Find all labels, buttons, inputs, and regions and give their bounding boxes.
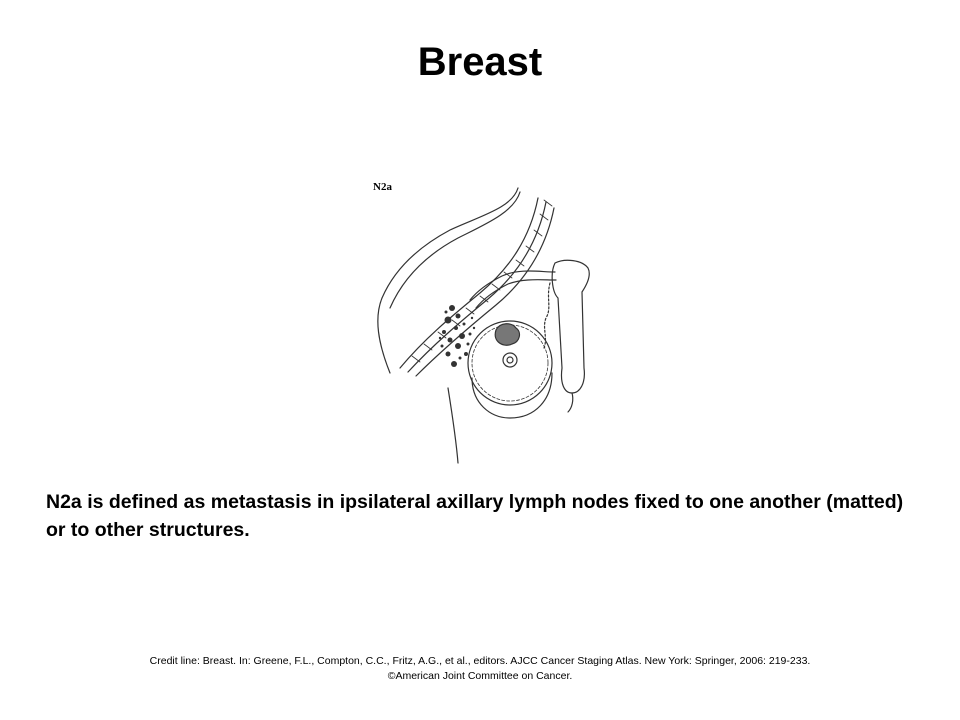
breast-anatomy-illustration — [360, 168, 600, 468]
muscle-band — [400, 198, 538, 368]
humerus — [552, 260, 589, 393]
axillary-vessel — [470, 271, 555, 300]
credit-line — [0, 654, 960, 684]
anatomy-drawing — [360, 168, 600, 468]
credit-copyright: ©American Joint Committee on Cancer. — [387, 670, 573, 682]
slide-title: Breast — [417, 40, 543, 84]
nipple — [503, 353, 517, 367]
credit-citation: Credit line: Breast. In: Greene, F.L., Compton, C.C., Fritz, A.G., et al., editors. AJCC Cancer Staging Atlas. New York: Springer, 2006: 219-233. — [149, 655, 811, 667]
stage-label: N2a — [373, 181, 392, 193]
tumor — [495, 324, 519, 346]
body-line — [448, 388, 458, 463]
n2a-definition: N2a is defined as metastasis in ipsilateral axillary lymph nodes fixed to one another (matted) or to other structures. — [46, 491, 904, 541]
